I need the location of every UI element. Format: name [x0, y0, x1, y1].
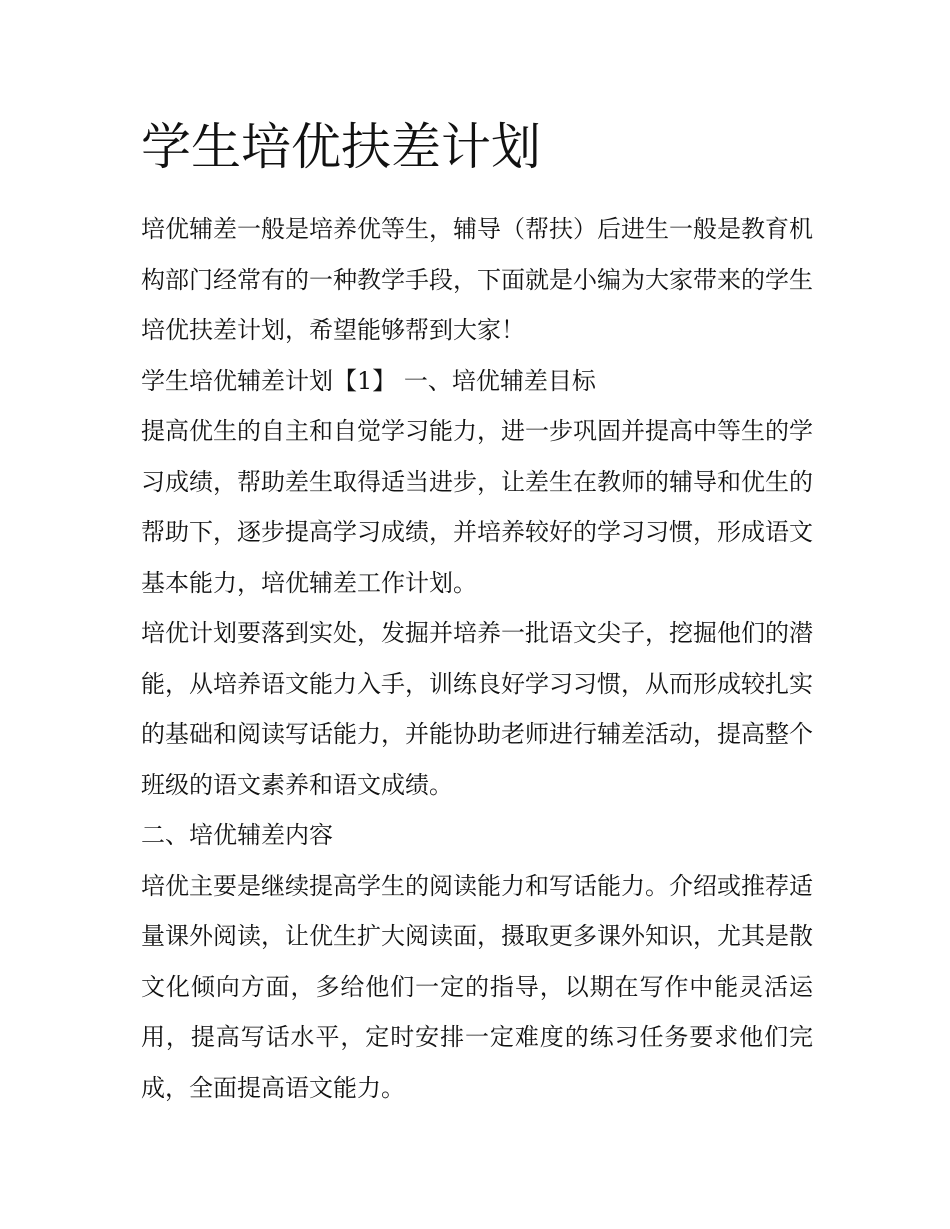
goal-paragraph: 提高优生的自主和自觉学习能力，进一步巩固并提高中等生的学习成绩，帮助差生取得适当进步，让差生在教师的辅导和优生的帮助下，逐步提高学习成绩，并培养较好的学习习惯，形成语文基本能力，培优辅差工作计划。	[141, 417, 813, 597]
intro-paragraph: 培优辅差一般是培养优等生，辅导（帮扶）后进生一般是教育机构部门经常有的一种教学手段，下面就是小编为大家带来的学生培优扶差计划，希望能够帮到大家！	[141, 215, 813, 344]
section-heading-content: 二、培优辅差内容	[141, 821, 333, 849]
document-title: 学生培优扶差计划	[141, 118, 541, 176]
document-page	[141, 112, 813, 1113]
content-paragraph: 培优主要是继续提高学生的阅读能力和写话能力。介绍或推荐适量课外阅读，让优生扩大阅读面，摄取更多课外知识，尤其是散文化倾向方面，多给他们一定的指导，以期在写作中能灵活运用，提高写话水平，定时安排一定难度的练习任务要求他们完成，全面提高语文能力。	[141, 871, 813, 1102]
plan-paragraph: 培优计划要落到实处，发掘并培养一批语文尖子，挖掘他们的潜能，从培养语文能力入手，训练良好学习习惯，从而形成较扎实的基础和阅读写话能力，并能协助老师进行辅差活动，提高整个班级的语文素养和语文成绩。	[141, 619, 813, 799]
section-heading-plan-1: 学生培优辅差计划【1】 一、培优辅差目标	[141, 366, 596, 395]
